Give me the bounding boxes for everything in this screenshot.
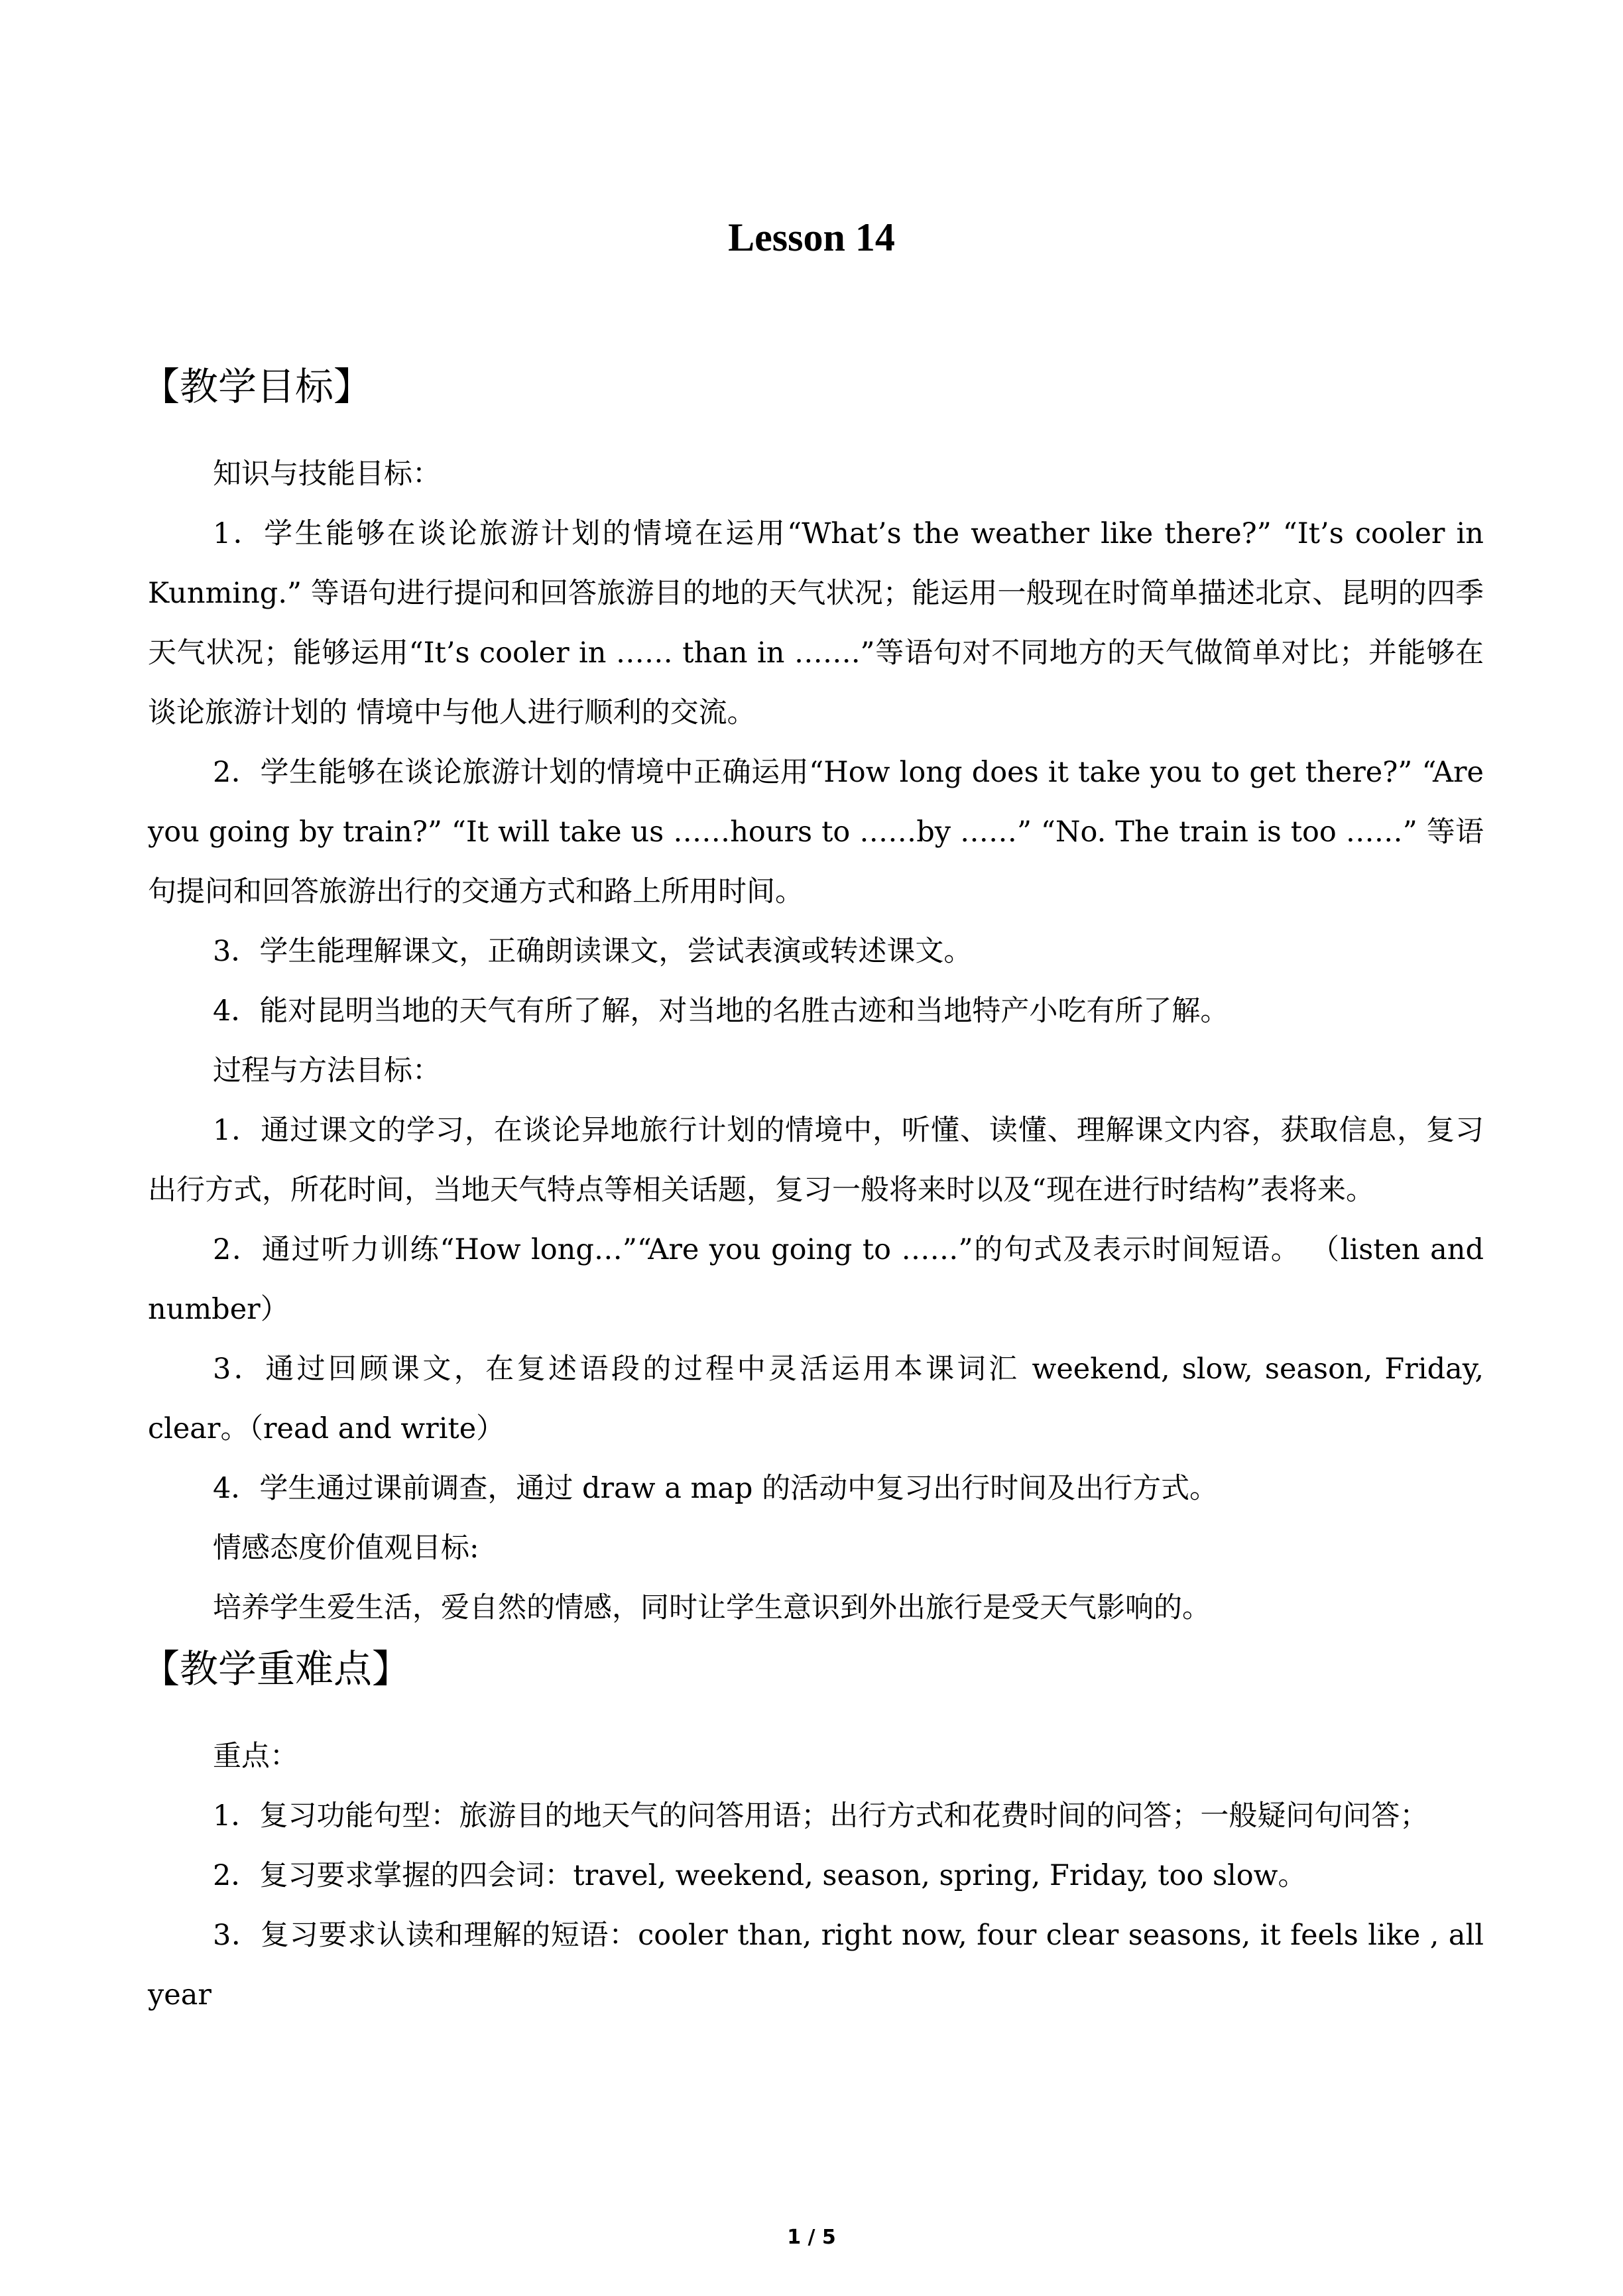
paragraph: 2．复习要求掌握的四会词：travel, weekend, season, spring, Friday, too slow。	[213, 1859, 1307, 1892]
page-title: Lesson 14	[728, 215, 895, 259]
paragraph: 4．能对昆明当地的天气有所了解，对当地的名胜古迹和当地特产小吃有所了解。	[213, 995, 1229, 1028]
paragraph: 培养学生爱生活，爱自然的情感，同时让学生意识到外出旅行是受天气影响的。	[213, 1591, 1211, 1624]
section-heading-key-points: 【教学重难点】	[141, 1646, 411, 1691]
paragraph: 1．通过课文的学习，在谈论异地旅行计划的情境中，听懂、读懂、理解课文内容，获取信息，复习出行方式，所花时间，当地天气特点等相关话题，复习一般将来时以及“现在进行时结构”表将来。	[148, 1114, 1484, 1207]
paragraph: 3．通过回顾课文，在复述语段的过程中灵活运用本课词汇 weekend, slow, season, Friday, clear。（read and write）	[148, 1353, 1484, 1445]
section-heading-teaching-objectives: 【教学目标】	[141, 364, 373, 409]
document-body	[141, 357, 1484, 2025]
paragraph: 2．学生能够在谈论旅游计划的情境中正确运用“How long does it take you to get there?” “Are you going by train?” “It will take us ……hours to ……by ……” “No. The train is too ……” 等语句提问和回答旅游出行的交通方式和路上所用时间。	[148, 756, 1484, 908]
paragraph: 3．学生能理解课文，正确朗读课文，尝试表演或转述课文。	[213, 935, 973, 968]
paragraph: 2．通过听力训练“How long…”“Are you going to ……”的句式及表示时间短语。 （listen and number）	[148, 1233, 1484, 1326]
paragraph: 重点：	[213, 1740, 298, 1773]
paragraph: 1．复习功能句型：旅游目的地天气的问答用语；出行方式和花费时间的问答；一般疑问句问答；	[213, 1799, 1429, 1833]
paragraph: 知识与技能目标：	[213, 457, 441, 491]
page-number: 1 / 5	[787, 2226, 836, 2249]
paragraph: 4．学生通过课前调查，通过 draw a map 的活动中复习出行时间及出行方式。	[213, 1472, 1219, 1505]
paragraph: 3．复习要求认读和理解的短语：cooler than, right now, four clear seasons, it feels like , all year	[148, 1919, 1484, 2012]
paragraph: 情感态度价值观目标:	[213, 1532, 479, 1565]
paragraph: 过程与方法目标：	[213, 1054, 441, 1087]
paragraph: 1．学生能够在谈论旅游计划的情境在运用“What’s the weather like there?” “It’s cooler in Kunming.” 等语句进行提问和回答旅游目的地的天气状况；能运用一般现在时简单描述北京、昆明的四季天气状况；能够运用“It’s cooler in …… than in …….”等语句对不同地方的天气做简单对比；并能够在谈论旅游计划的 情境中与他人进行顺利的交流。	[148, 517, 1484, 729]
